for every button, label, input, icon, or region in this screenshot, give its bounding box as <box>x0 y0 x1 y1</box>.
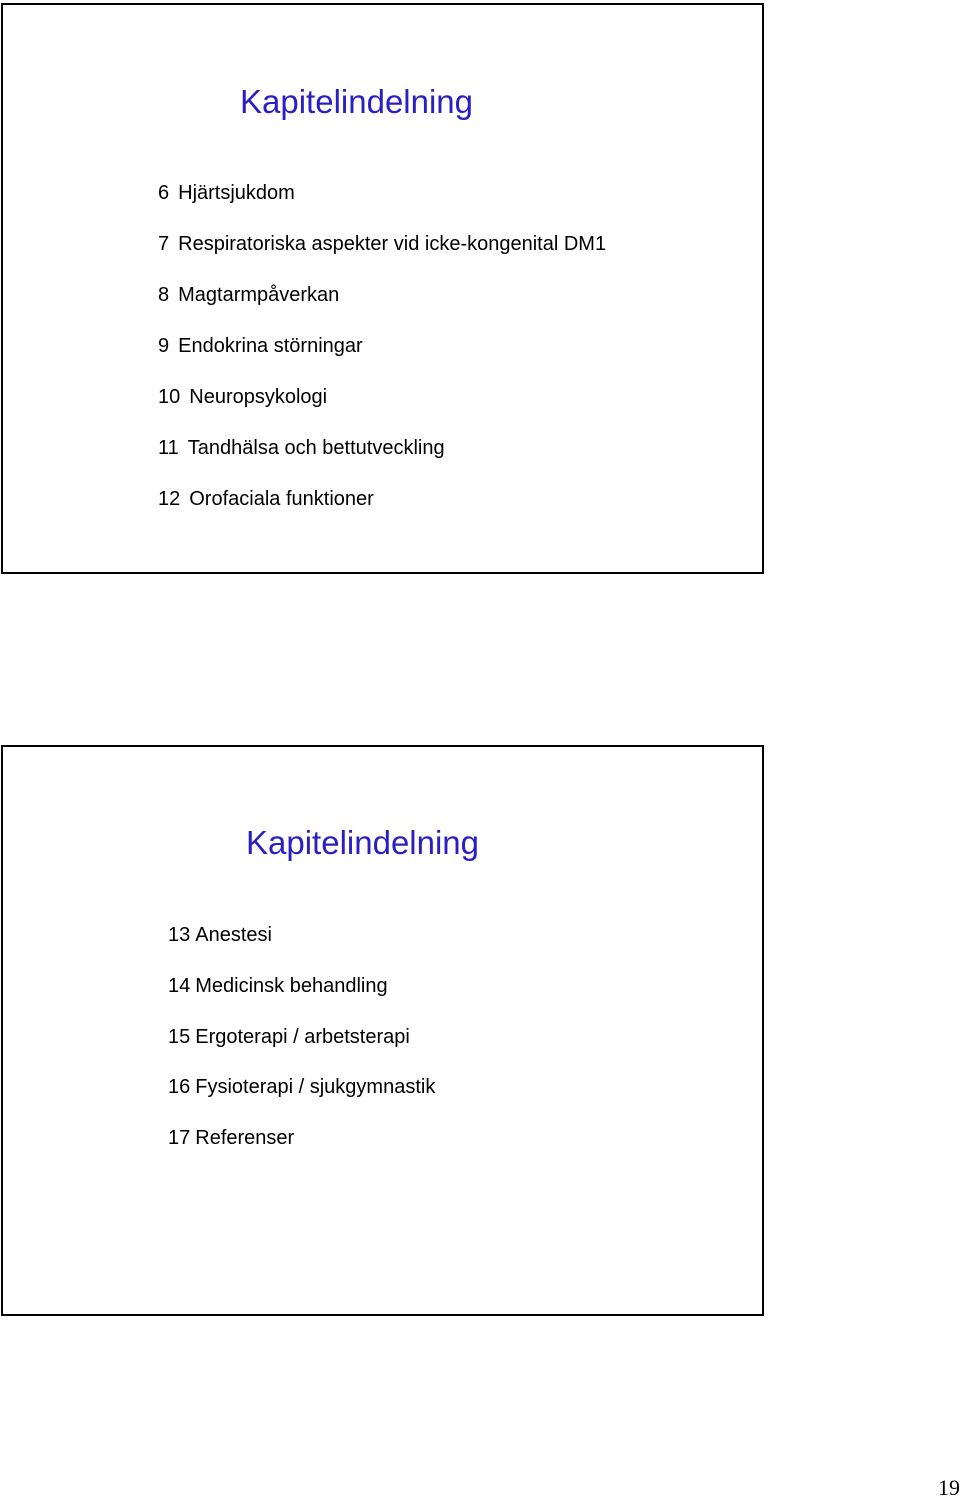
chapter-number: 7 <box>158 233 170 255</box>
chapter-item <box>168 1025 435 1049</box>
page-number: 19 <box>938 1475 960 1500</box>
chapter-label: Orofaciala funktioner <box>189 488 374 510</box>
chapter-number: 15 <box>168 1025 191 1048</box>
chapter-item <box>158 487 606 511</box>
chapter-item <box>158 385 606 409</box>
chapter-number: 6 <box>158 182 170 204</box>
chapter-number: 16 <box>168 1076 191 1099</box>
chapter-number: 9 <box>158 335 170 357</box>
chapter-label: Medicinsk behandling <box>195 974 388 997</box>
chapter-number: 11 <box>158 437 179 459</box>
slide-title: Kapitelindelning <box>240 83 474 120</box>
slide-title: Kapitelindelning <box>246 824 480 861</box>
chapter-item <box>158 181 606 205</box>
chapter-number: 14 <box>168 974 191 997</box>
chapter-label: Neuropsykologi <box>189 386 328 408</box>
chapter-number: 10 <box>158 386 181 408</box>
chapter-label: Fysioterapi / sjukgymnastik <box>195 1076 436 1099</box>
chapter-label: Hjärtsjukdom <box>178 182 295 204</box>
chapter-label: Respiratoriska aspekter vid icke-kongenital DM1 <box>178 233 607 255</box>
chapter-item <box>158 283 606 307</box>
chapter-item <box>158 436 606 460</box>
slide-1 <box>1 3 764 574</box>
chapter-list <box>158 181 606 538</box>
chapter-item <box>168 1126 435 1150</box>
chapter-list <box>168 923 435 1177</box>
chapter-item <box>168 923 435 947</box>
chapter-label: Ergoterapi / arbetsterapi <box>195 1025 410 1048</box>
chapter-number: 12 <box>158 488 181 510</box>
chapter-label: Referenser <box>195 1127 295 1150</box>
chapter-item <box>168 1075 435 1099</box>
chapter-item <box>158 232 606 256</box>
chapter-item <box>168 974 435 998</box>
chapter-label: Endokrina störningar <box>178 335 363 357</box>
chapter-number: 8 <box>158 284 170 306</box>
slide-2 <box>1 745 764 1316</box>
chapter-item <box>158 334 606 358</box>
chapter-number: 13 <box>168 924 191 946</box>
chapter-label: Anestesi <box>195 924 272 946</box>
chapter-label: Magtarmpåverkan <box>178 284 340 306</box>
chapter-label: Tandhälsa och bettutveckling <box>187 437 445 459</box>
chapter-number: 17 <box>168 1127 191 1150</box>
